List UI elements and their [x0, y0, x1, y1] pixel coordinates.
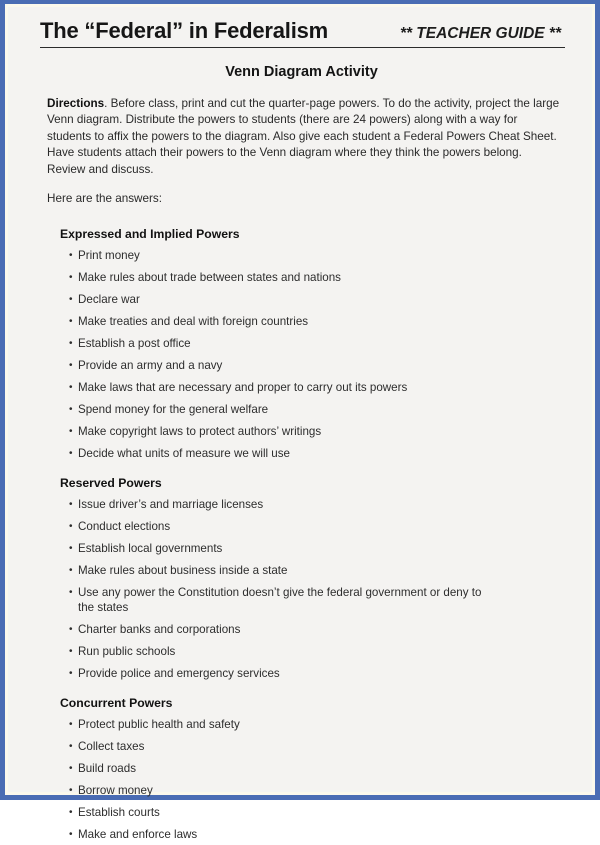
list-item: • Build roads: [38, 757, 498, 779]
list-item: • Charter banks and corporations: [38, 618, 498, 640]
page-title: The “Federal” in Federalism: [40, 18, 329, 43]
power-list: [38, 244, 565, 464]
directions-label: Directions: [47, 97, 105, 110]
list-item: • Protect public health and safety: [38, 713, 498, 735]
list-item: • Issue driver’s and marriage licenses: [38, 493, 498, 515]
list-item: • Decide what units of measure we will use: [38, 442, 498, 464]
list-item: • Make rules about business inside a state: [38, 559, 498, 581]
list-item: • Make and enforce laws: [38, 823, 498, 845]
activity-subtitle: Venn Diagram Activity: [225, 64, 378, 80]
page-header: [38, 18, 565, 44]
teacher-guide-label: ** TEACHER GUIDE **: [399, 25, 561, 42]
list-item: • Make rules about trade between states and nations: [38, 266, 498, 288]
list-item: • Make treaties and deal with foreign countries: [38, 310, 498, 332]
power-list: [38, 713, 565, 845]
list-item: • Establish local governments: [38, 537, 498, 559]
section-heading: Concurrent Powers: [60, 696, 173, 711]
list-item: • Provide an army and a navy: [38, 354, 498, 376]
list-item: • Make laws that are necessary and proper to carry out its powers: [38, 376, 498, 398]
section-heading: Expressed and Implied Powers: [60, 227, 240, 242]
directions-text: . Before class, print and cut the quarter-page powers. To do the activity, project the large Venn diagram. Distribute the powers to students (there are 24 powers) along with a way for students to affix the powers to the diagram. Also give each student a Federal Powers Cheat Sheet. Have students attach their powers to the Venn diagram where they think the powers belong. Review and discuss.: [47, 97, 560, 176]
answer-sections: [38, 227, 565, 845]
list-item: • Use any power the Constitution doesn’t give the federal government or deny to the states: [38, 581, 498, 618]
power-section: [38, 227, 565, 464]
list-item: • Establish a post office: [38, 332, 498, 354]
list-item: • Provide police and emergency services: [38, 662, 498, 684]
list-item: • Conduct elections: [38, 515, 498, 537]
directions-paragraph: [47, 96, 561, 178]
list-item: • Establish courts: [38, 801, 498, 823]
worksheet-content: [5, 4, 595, 841]
list-item: • Collect taxes: [38, 735, 498, 757]
list-item: • Make copyright laws to protect authors’ writings: [38, 420, 498, 442]
answers-lead-text: Here are the answers:: [47, 192, 162, 206]
power-list: [38, 493, 565, 684]
list-item: • Borrow money: [38, 779, 498, 801]
header-divider: [40, 47, 565, 48]
power-section: [38, 696, 565, 845]
list-item: • Declare war: [38, 288, 498, 310]
power-section: [38, 476, 565, 684]
list-item: • Print money: [38, 244, 498, 266]
section-heading: Reserved Powers: [60, 476, 162, 491]
list-item: • Run public schools: [38, 640, 498, 662]
list-item: • Spend money for the general welfare: [38, 398, 498, 420]
